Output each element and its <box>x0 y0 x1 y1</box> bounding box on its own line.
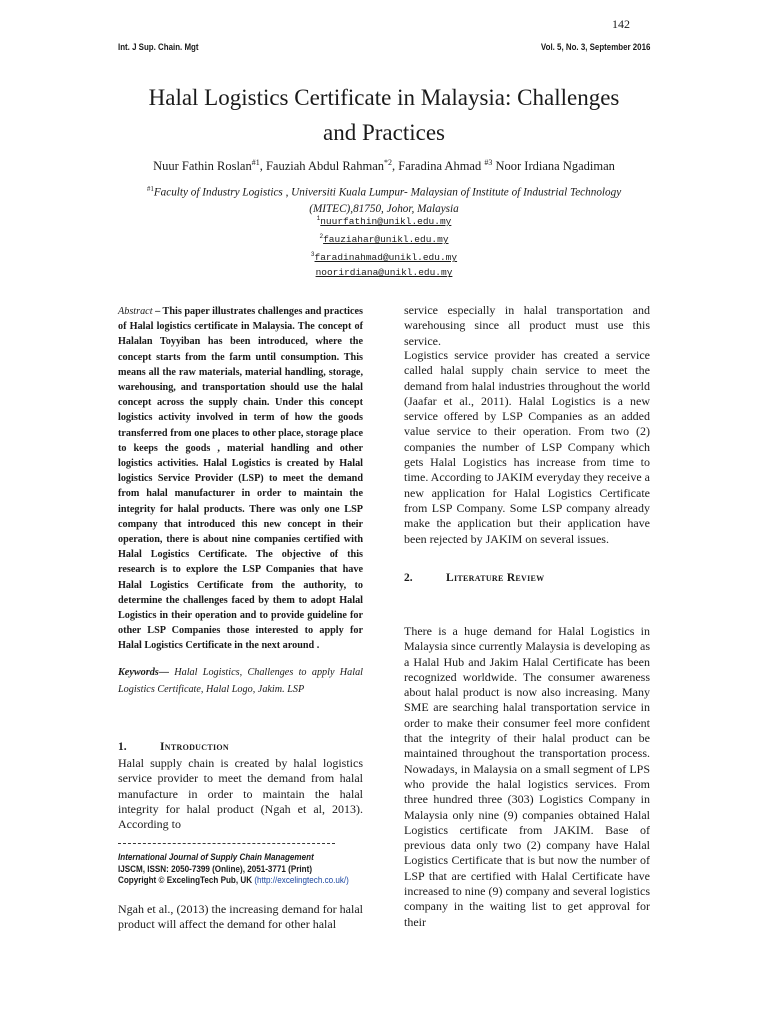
author-name: Faradina Ahmad <box>398 159 482 174</box>
author-mark: #1 <box>251 158 260 167</box>
abstract-dash: – <box>152 306 163 317</box>
footnote-issn: IJSCM, ISSN: 2050-7399 (Online), 2051-3771 (Print) <box>118 863 313 874</box>
email-link[interactable]: faradinahmad@unikl.edu.my <box>314 252 458 264</box>
email-mark: 3 <box>310 251 315 259</box>
abstract-label: Abstract <box>118 306 153 317</box>
keywords-label: Keywords <box>118 667 159 678</box>
literature-paragraph-1: There is a huge demand for Halal Logistics in Malaysia since currently Malaysia is developing as a Halal Hub and Jakim Halal Certificate has been recognized worldwide. The consumer awareness about halal product is now also increasing. Many SME are searching halal transportation service in order to make their consumer feel more confident that the integrity of their halal product can be maintained throughout the transportation process. Nowadays, in Malaysia on a small segment of LPS who provide the halal logistics services. From three hundred three (303) Logistics Company in Malaysia only nine (9) companies obtained Halal Logistics certificate from JAKIM. Base of previous data only two (2) company have Halal Logistics Certificate that is but now the number of LSP that are certified with Halal Certificate have increased to nine (9) company and several logistics company in the waiting list to get approval for their <box>404 624 650 929</box>
journal-footnote <box>118 852 361 887</box>
section-heading-literature-review <box>404 572 545 584</box>
keywords-text: Halal Logistics, Challenges to apply Halal Logistics Certificate, Halal Logo, Jakim. LSP <box>118 667 364 695</box>
affiliation-line-1: Faculty of Industry Logistics , Universiti Kuala Lumpur- Malaysian of Institute of Industrial Technology <box>153 186 622 199</box>
section-heading-introduction <box>118 741 229 753</box>
author-name: Fauziah Abdul Rahman <box>265 159 385 174</box>
section-name: Introduction <box>160 741 229 753</box>
section-number: 1. <box>118 741 127 753</box>
email-link[interactable]: fauziahar@unikl.edu.my <box>323 234 449 246</box>
running-header-journal: Int. J Sup. Chain. Mgt <box>118 42 199 52</box>
keywords <box>118 664 363 698</box>
email-link[interactable]: noorirdiana@unikl.edu.my <box>315 267 453 279</box>
footnote-divider <box>118 843 335 844</box>
title-line-2: and Practices <box>323 120 445 145</box>
author-mark: #3 <box>484 158 493 167</box>
introduction-paragraph-1: Halal supply chain is created by halal logistics service provider to meet the demand from halal manufacture in order to maintain the halal integrity for halal product (Ngah et al, 2013). According to <box>118 756 363 832</box>
email-link[interactable]: nuurfathin@unikl.edu.my <box>320 216 452 228</box>
author-mark: *2 <box>384 158 393 167</box>
footnote-copyright: Copyright © ExcelingTech Pub, UK <box>118 875 255 886</box>
keywords-dash: — <box>158 667 175 678</box>
affiliation-mark: #1 <box>146 185 154 193</box>
footnote-journal: International Journal of Supply Chain Management <box>118 852 314 862</box>
page-number: 142 <box>612 17 630 31</box>
email-mark: 2 <box>319 233 324 241</box>
abstract-text: This paper illustrates challenges and practices of Halal logistics certificate in Malaysia. The concept of Halalan Toyyiban has been introduced, where the concept starts from the farm until consumption. This means all the raw materials, material handling, storage, warehousing, and transportation should use the halal concept across the supply chain. Under this concept logistics activity involved in term of how the goods transferred from one places to other place, storage place to keeps the goods , material handling and other logistics activities. Halal Logistics is created by Halal logistics Service Provider (LSP) to meet the demand from halal manufacturer in order to maintain the integrity for halal products. There was only one LSP company that introduced this new concept in their operation, there is about nine companies certified with Halal Logistics Certificate. The objective of this research is to explore the LSP Companies that have Halal Logistics Certificate from the authority, to determine the challenges faced by them to adopt Halal Logistics in their operation and to provide guideline for other LSP Companies those interested to apply for Halal Logistics Certificate in the next around . <box>118 306 363 652</box>
right-paragraph-2: Logistics service provider has created a service called halal supply chain service to meet the demand from halal industries throughout the world (Jaafar et al., 2011). Halal Logistics is a new service offered by LSP Companies as an added value service to their operation. From two (2) companies the number of LSP Company which gets Halal Logistics has increase from time to time. According to JAKIM everyday they receive a new application for Halal Logistics Certificate from LSP Company. Some LSP company already make the application but their application have been rejected by JAKIM on several issues. <box>404 348 650 546</box>
abstract <box>118 304 363 654</box>
email-mark: 1 <box>316 215 321 222</box>
running-header-volume: Vol. 5, No. 3, September 2016 <box>540 42 650 52</box>
title-line-1: Halal Logistics Certificate in Malaysia: Challenges <box>148 85 620 110</box>
right-paragraph-1: service especially in halal transportation and warehousing since all product must use this service. <box>404 303 650 348</box>
affiliation-line-2: (MITEC),81750, Johor, Malaysia <box>309 202 459 215</box>
publisher-link[interactable]: (http://excelingtech.co.uk/) <box>254 875 349 886</box>
author-list: Nuur Fathin Roslan$^{\#1}$, Fauziah Abdul Rahman$^{*2}$, Faradina Ahmad $^{\#3}$ Noor Irdiana Ngadiman <box>153 158 615 174</box>
introduction-paragraph-2: Ngah et al., (2013) the increasing demand for halal product will affect the demand for other halal <box>118 902 363 932</box>
section-name: Literature Review <box>446 572 545 584</box>
author-name: Nuur Fathin Roslan <box>153 159 252 174</box>
paper-title <box>100 80 668 150</box>
author-name: Noor Irdiana Ngadiman <box>495 159 615 174</box>
email-list <box>110 211 658 280</box>
section-number: 2. <box>404 572 413 584</box>
